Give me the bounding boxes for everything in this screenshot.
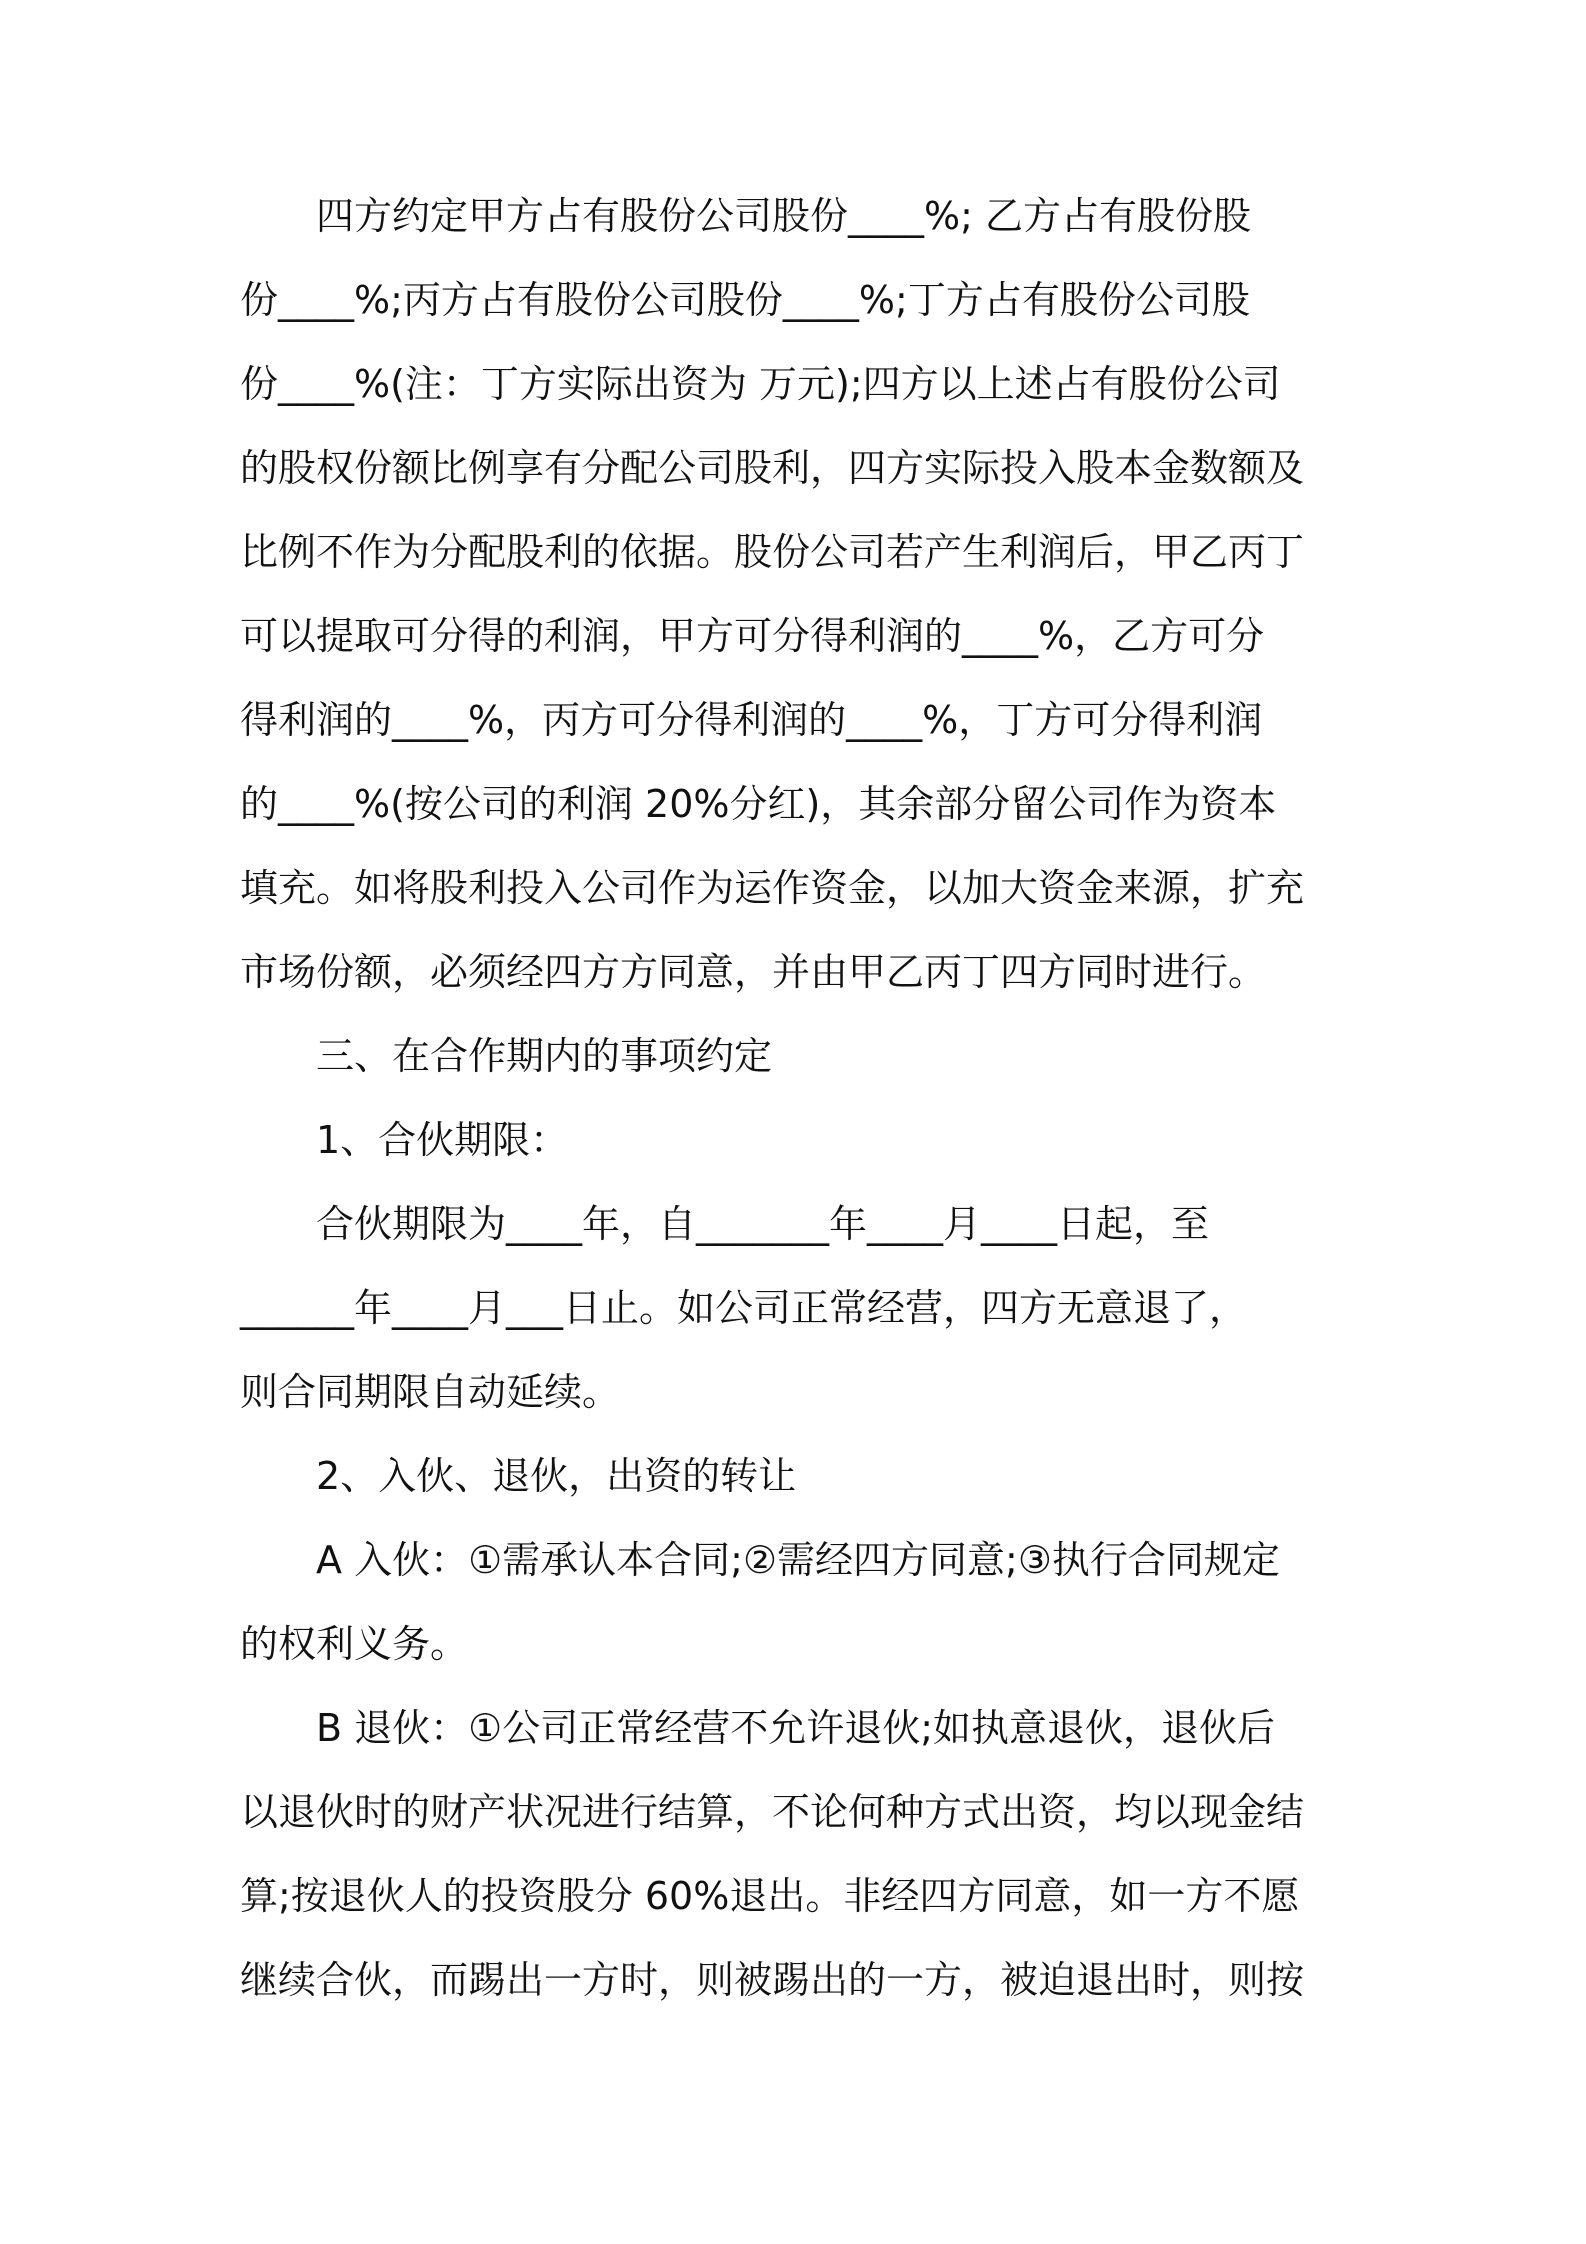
text-line: 的____%(按公司的利润 20%分红)，其余部分留公司作为资本 <box>240 782 1277 826</box>
text-line: 继续合伙，而踢出一方时，则被踢出的一方，被迫退出时，则按 <box>240 1958 1305 2002</box>
text-line: 以退伙时的财产状况进行结算，不论何种方式出资，均以现金结 <box>240 1790 1305 1834</box>
subsection-heading: 1、合伙期限： <box>240 1118 569 1162</box>
text-line: B 退伙：①公司正常经营不允许退伙;如执意退伙，退伙后 <box>240 1706 1276 1750</box>
text-line: ______年____月___日止。如公司正常经营，四方无意退了， <box>240 1286 1248 1330</box>
text-line: 合伙期限为____年，自_______年____月____日起，至 <box>240 1202 1210 1246</box>
text-line: A 入伙：①需承认本合同;②需经四方同意;③执行合同规定 <box>240 1538 1280 1582</box>
text-line: 市场份额，必须经四方方同意，并由甲乙丙丁四方同时进行。 <box>240 950 1267 994</box>
text-line: 算;按退伙人的投资股分 60%退出。非经四方同意，如一方不愿 <box>240 1874 1300 1918</box>
text-line: 可以提取可分得的利润，甲方可分得利润的____%，乙方可分 <box>240 614 1265 658</box>
text-line: 的股权份额比例享有分配公司股利，四方实际投入股本金数额及 <box>240 446 1305 490</box>
text-line: 份____%;丙方占有股份公司股份____%;丁方占有股份公司股 <box>240 278 1250 322</box>
subsection-heading: 2、入伙、退伙，出资的转让 <box>240 1454 797 1498</box>
text-line: 的权利义务。 <box>240 1622 469 1666</box>
text-line: 四方约定甲方占有股份公司股份____%; 乙方占有股份股 <box>240 194 1251 238</box>
text-line: 则合同期限自动延续。 <box>240 1370 621 1414</box>
text-line: 填充。如将股利投入公司作为运作资金，以加大资金来源，扩充 <box>240 866 1305 910</box>
section-heading: 三、在合作期内的事项约定 <box>240 1034 773 1078</box>
text-line: 比例不作为分配股利的依据。股份公司若产生利润后，甲乙丙丁 <box>240 530 1305 574</box>
text-line: 份____%(注：丁方实际出资为 万元);四方以上述占有股份公司 <box>240 362 1281 406</box>
text-line: 得利润的____%，丙方可分得利润的____%，丁方可分得利润 <box>240 698 1263 742</box>
